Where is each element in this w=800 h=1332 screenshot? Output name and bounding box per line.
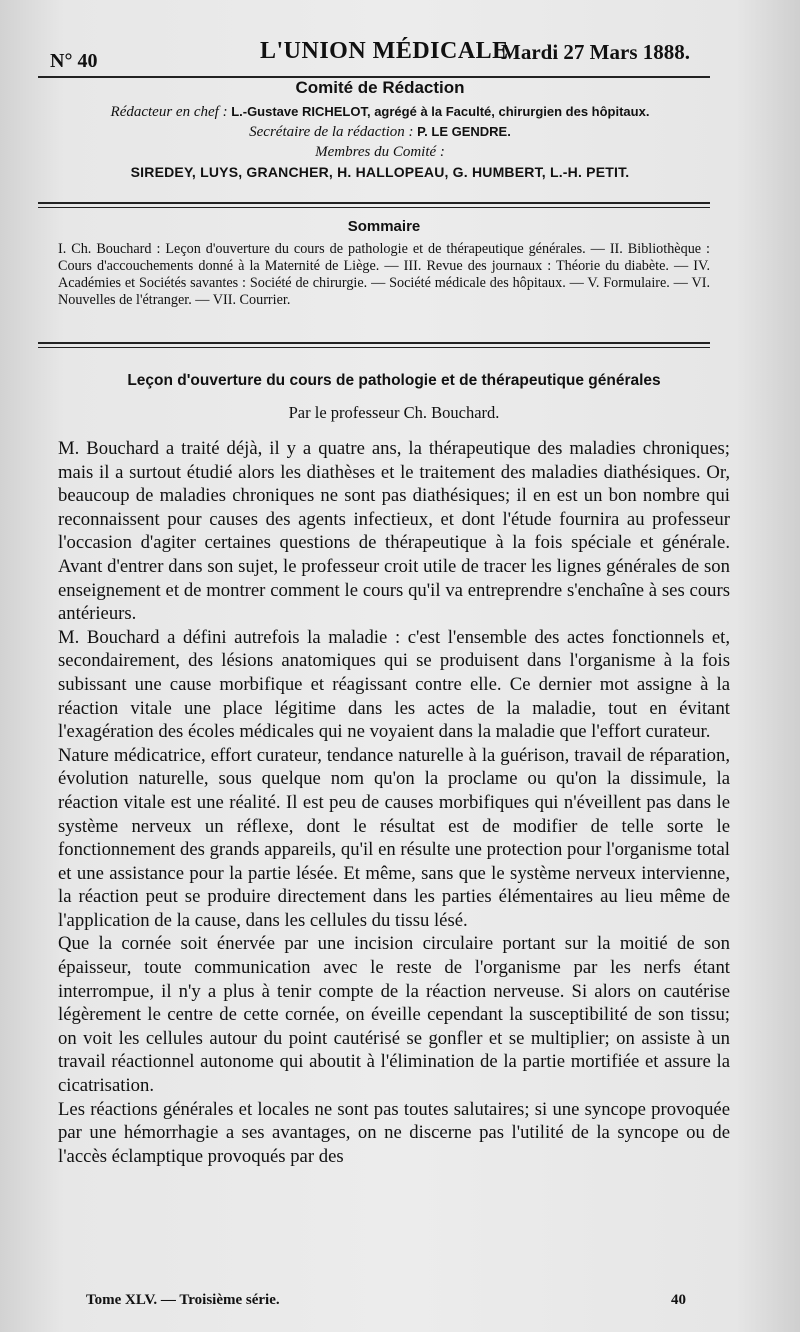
committee-rule-bottom [38, 207, 710, 208]
article-paragraph: Les réactions générales et locales ne sont pas toutes salutaires; si une syncope provoquée par une hémorrhagie a ses avantages, on ne discerne pas l'utilité de la syncope ou de l'accès éclamptique provoqués par des [58, 1098, 730, 1167]
article-byline: Par le professeur Ch. Bouchard. [288, 403, 500, 422]
members-label-line [55, 144, 705, 161]
committee-rule-top [38, 202, 710, 204]
secretary-name: P. LE GENDRE. [417, 124, 511, 139]
editorial-committee [55, 78, 705, 180]
page-number: 40 [671, 1292, 686, 1308]
committee-title: Comité de Rédaction [295, 78, 465, 97]
issue-date: Mardi 27 Mars 1888. [501, 40, 690, 64]
secretary-line [55, 124, 705, 141]
issue-number: N° 40 [50, 50, 98, 72]
summary-section [58, 218, 710, 309]
article-paragraph: Que la cornée soit énervée par une incision circulaire portant sur la moitié de son épaisseur, toute communication avec le reste de l'organisme par les nerfs étant interrompue, il n'y a plus à tenir compte de la réaction nerveuse. Si alors on cautérise légèrement le centre de cette cornée, on éveille cependant la susceptibilité de son tissu; on voit les cellules autour du point cautérisé se gonfler et se multiplier; on assiste à un travail réactionnel autonome qui aboutit à l'élimination de la partie mortifiée et assure la cicatrisation. [58, 933, 730, 1097]
secretary-label: Secrétaire de la rédaction : [249, 124, 414, 140]
summary-title: Sommaire [347, 218, 421, 235]
page-header [50, 38, 690, 74]
summary-text: I. Ch. Bouchard : Leçon d'ouverture du cours de pathologie et de thérapeutique générales. — II. Bibliothèque : Cours d'accouchements donné à la Maternité de Liège. — III. Revue des journaux : Théorie du diabète. — IV. Académies et Sociétés savantes : Société de chirurgie. — Société médicale des hôpitaux. — V. Formulaire. — VI. Nouvelles de l'étranger. — VII. Courrier. [58, 241, 710, 308]
article-paragraph: M. Bouchard a défini autrefois la maladie : c'est l'ensemble des actes fonctionnels et, secondairement, des lésions anatomiques qui se produisent dans l'organisme à la fois subissant une cause morbifique et réagissant contre elle. Ce dernier mot assigne à la réaction vitale une place légitime dans les actes de la maladie, tout en évitant l'exagération des écoles médicales qui ne voyaient dans la maladie que l'effort curateur. [58, 626, 730, 743]
editor-line [55, 104, 705, 121]
committee-members: SIREDEY, LUYS, GRANCHER, H. HALLOPEAU, G. HUMBERT, L.-H. PETIT. [130, 164, 630, 180]
members-label: Membres du Comité : [315, 144, 445, 160]
page-footer [86, 1292, 686, 1309]
article-title: Leçon d'ouverture du cours de pathologie et de thérapeutique générales [127, 372, 661, 389]
article-paragraph: M. Bouchard a traité déjà, il y a quatre ans, la thérapeutique des maladies chroniques; mais il a surtout étudié alors les diathèses et le traitement des maladies diathésiques. Or, beaucoup de maladies chroniques ne sont pas diathésiques; il en est un bon nombre qui reconnaissent pour causes des agents infectieux, et dont l'étude fournira au professeur l'occasion d'agiter certaines questions de thérapeutique à la fois spéciale et générale. Avant d'entrer dans son sujet, le professeur croit utile de tracer les lignes générales de son enseignement et de montrer comment le cours qu'il va entreprendre s'enchaîne à ses cours antérieurs. [58, 438, 730, 625]
article-paragraph: Nature médicatrice, effort curateur, tendance naturelle à la guérison, travail de réparation, évolution naturelle, sous quelque nom qu'on la proclame ou qu'on la dissimule, la réaction vitale est une réalité. Il est peu de causes morbifiques qui n'éveillent pas dans le système nerveux un réflexe, dont le résultat est de modifier de telle sorte le fonctionnement des grands appareils, qu'il en résulte une protection pour l'organisme total et une assistance pour la partie lésée. Et même, sans que le système nerveux intervienne, la réaction peut se produire directement dans les parties élémentaires au lieu même de l'application de la cause, dans les cellules du tissu lésé. [58, 744, 730, 931]
summary-rule-bottom [38, 347, 710, 348]
summary-rule-top [38, 342, 710, 344]
volume-info: Tome XLV. — Troisième série. [86, 1292, 280, 1308]
journal-title: L'UNION MÉDICALE [260, 38, 509, 64]
editor-label: Rédacteur en chef : [110, 104, 228, 120]
article [58, 372, 730, 1168]
editor-name: L.-Gustave RICHELOT, agrégé à la Faculté, chirurgien des hôpitaux. [231, 104, 650, 119]
